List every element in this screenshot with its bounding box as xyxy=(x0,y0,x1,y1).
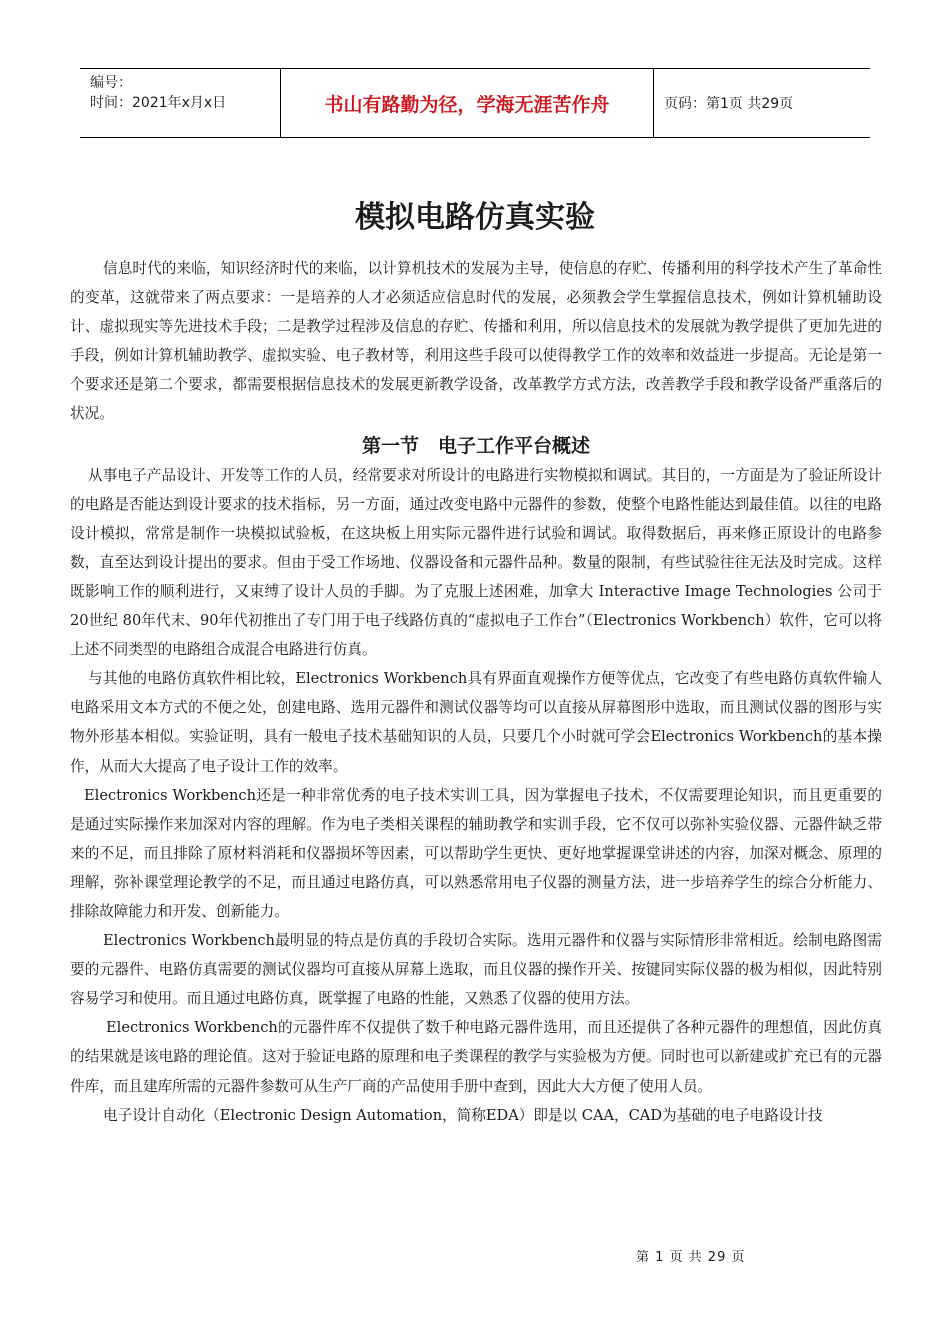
header-motto: 书山有路勤为径，学海无涯苦作舟 xyxy=(281,69,654,137)
header-meta-cell xyxy=(80,69,281,137)
body-paragraph: Electronics Workbench还是一种非常优秀的电子技术实训工具，因为掌握电子技术，不仅需要理论知识，而且更重要的是通过实际操作来加深对内容的理解。作为电子类相关课程的辅助教学和实训手段，它不仅可以弥补实验仪器、元器件缺乏带来的不足，而且排除了原材料消耗和仪器损坏等因素，可以帮助学生更快、更好地掌握课堂讲述的内容，加深对概念、原理的理解，弥补课堂理论教学的不足，而且通过电路仿真，可以熟悉常用电子仪器的测量方法，进一步培养学生的综合分析能力、排除故障能力和开发、创新能力。 xyxy=(70,786,882,920)
body-paragraph: Electronics Workbench的元器件库不仅提供了数千种电路元器件选用，而且还提供了各种元器件的理想值，因此仿真的结果就是该电路的理论值。这对于验证电路的原理和电子类课程的教学与实验极为方便。同时也可以新建或扩充已有的元器件库，而且建库所需的元器件参数可从生产厂商的产品使用手册中查到，因此大大方便了使用人员。 xyxy=(70,1019,882,1095)
body-paragraph: Electronics Workbench最明显的特点是仿真的手段切合实际。选用元器件和仪器与实际情形非常相近。绘制电路图需要的元器件、电路仿真需要的测试仪器均可直接从屏幕上选取，而且仪器的操作开关、按键同实际仪器的极为相似，因此特别容易学习和使用。而且通过电路仿真，既掌握了电路的性能，又熟悉了仪器的使用方法。 xyxy=(70,932,882,1008)
body-paragraph: 从事电子产品设计、开发等工作的人员，经常要求对所设计的电路进行实物模拟和调试。其目的，一方面是为了验证所设计的电路是否能达到设计要求的技术指标，另一方面，通过改变电路中元器件的参数，使整个电路性能达到最佳值。以往的电路设计模拟，常常是制作一块模拟试验板，在这块板上用实际元器件进行试验和调试。取得数据后，再来修正原设计的电路参数，直至达到设计提出的要求。但由于受工作场地、仪器设备和元器件品种。数量的限制，有些试验往往无法及时完成。这样既影响工作的顺利进行，又束缚了设计人员的手脚。为了克服上述困难，加拿大 Interactive Image Technologies 公司于 20世纪 80年代末、90年代初推出了专门用于电子线路仿真的“虚拟电子工作台”（Electronics Workbench）软件，它可以将上述不同类型的电路组合成混合电路进行仿真。 xyxy=(70,466,882,659)
header-page-info: 页码：第1页 共29页 xyxy=(664,96,794,112)
page-footer: 第 1 页 共 29 页 xyxy=(636,1250,746,1265)
body-paragraph: 电子设计自动化（Electronic Design Automation，简称EDA）即是以 CAA，CAD为基础的电子电路设计技 xyxy=(103,1106,823,1124)
header-code-label: 编号： xyxy=(90,75,132,91)
document-title: 模拟电路仿真实验 xyxy=(355,200,595,235)
page-header xyxy=(80,68,870,138)
body-paragraph: 与其他的电路仿真软件相比较，Electronics Workbench具有界面直观操作方便等优点，它改变了有些电路仿真软件输人电路采用文本方式的不便之处，创建电路、选用元器件和测试仪器等均可以直接从屏幕图形中选取，而且测试仪器的图形与实物外形基本相似。实验证明，具有一般电子技术基础知识的人员，只要几个小时就可学会Electronics Workbench的基本操作，从而大大提高了电子设计工作的效率。 xyxy=(70,670,882,775)
document-body xyxy=(70,254,882,1130)
intro-paragraph: 信息时代的来临，知识经济时代的来临，以计算机技术的发展为主导，使信息的存贮、传播利用的科学技术产生了革命性的变革，这就带来了两点要求：一是培养的人才必须适应信息时代的发展，必须教会学生掌握信息技术，例如计算机辅助设计、虚拟现实等先进技术手段；二是教学过程涉及信息的存贮、传播和利用，所以信息技术的发展就为教学提供了更加先进的手段，例如计算机辅助教学、虚拟实验、电子教材等，利用这些手段可以使得教学工作的效率和效益进一步提高。无论是第一个要求还是第二个要求，都需要根据信息技术的发展更新教学设备，改革教学方式方法，改善教学手段和教学设备严重落后的状况。 xyxy=(70,260,882,423)
header-time-label: 时间：2021年x月x日 xyxy=(90,95,227,111)
section-heading: 第一节 电子工作平台概述 xyxy=(361,434,590,457)
